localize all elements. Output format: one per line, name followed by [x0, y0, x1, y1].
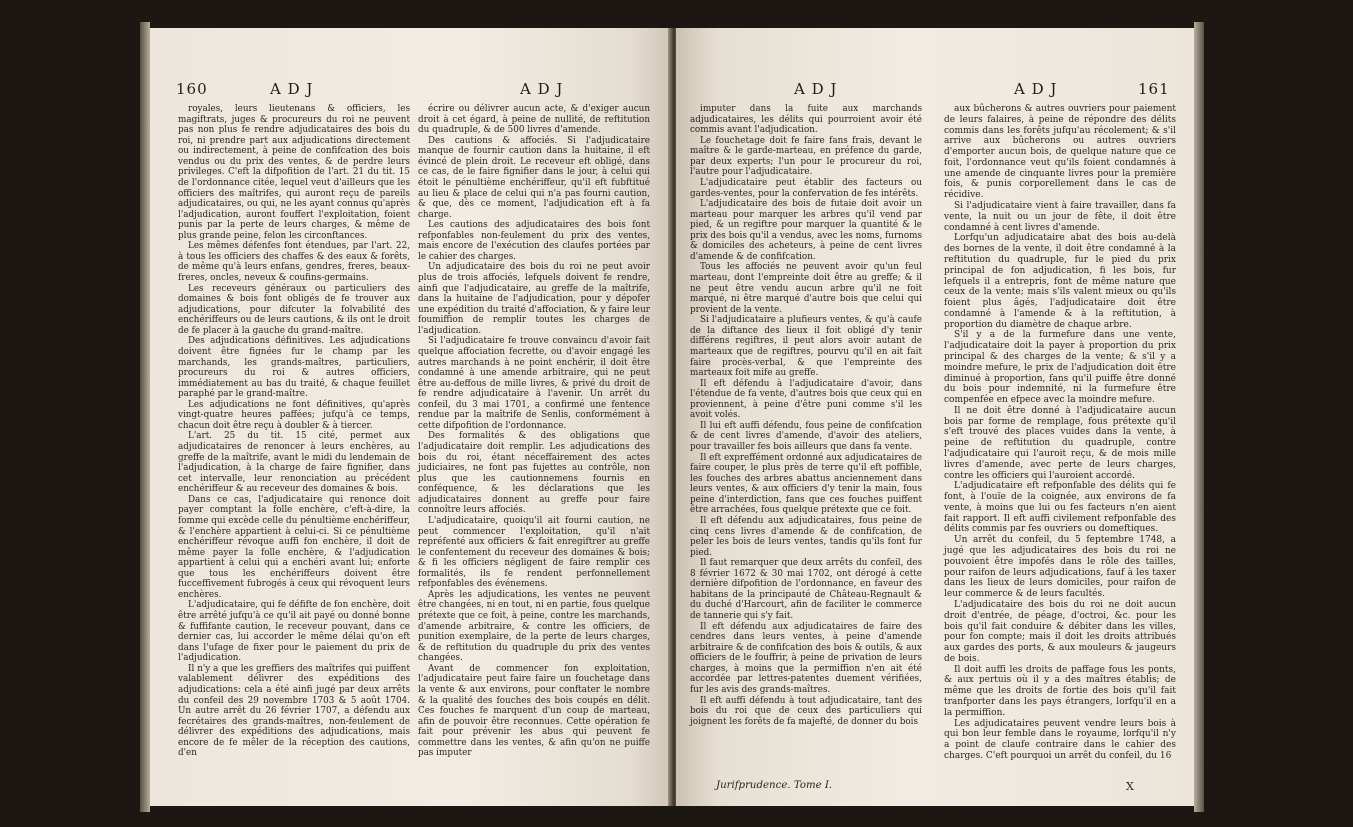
- page-number-right: 161: [1138, 80, 1170, 98]
- paragraph: Dans ce cas, l'adjudicataire qui renonce doit payer comptant la folle enchère, c'eft-à-dire, la fomme qui excède celle du pénultième enchériffeur, & l'enchère appartient à celui-ci. Si ce pénultième enchériffeur révoque auffi fon enchère, il doit de même payer la folle enchère, & l'adjudication appartient à celui qui a enchéri avant lui; enforte que tous les enchériffeurs doivent être fucceffivement fubrogés à ceux qui révoquent leurs enchères.: [178, 494, 410, 600]
- paragraph: Si l'adjudicataire fe trouve convaincu d'avoir fait quelque affociation fecrette, ou d'avoir engagé les autres marchands à ne point enchérir, il doit être condamné à une amende arbitraire, qui ne peut être au-deffous de mille livres, & privé du droit de fe rendre adjudicataire à l'avenir. Un arrêt du confeil, du 3 mai 1701, a confirmé une fentence rendue par la maîtrife de Senlis, conformément à cette difpofition de l'ordonnance.: [418, 336, 650, 431]
- paragraph: Il eft défendu aux adjudicataires de faire des cendres dans leurs ventes, à peine d'amende arbitraire & de confifcation des bois & outils, & aux officiers de le fouffrir, à peine de privation de leurs charges, à moins que la permiffion n'en ait été accordée par lettres-patentes duement vérifiées, fur les avis des grands-maîtres.: [690, 621, 923, 695]
- paragraph: Un arrêt du confeil, du 5 feptembre 1748, a jugé que les adjudicataires des bois du roi ne pouvoient être impofés dans le rôle des tailles, pour raifon de leurs adjudications, fauf à les taxer dans les lieux de leurs domiciles, pour raifon de leur commerce & de leurs facultés.: [944, 535, 1176, 600]
- paragraph: Il eft auffi défendu à tout adjudicataire, tant des bois du roi que de ceux des particuliers qui joignent les forêts de fa majefté, de donner du bois: [690, 695, 922, 727]
- paragraph: aux bûcherons & autres ouvriers pour paiement de leurs falaires, à peine de répondre des délits commis dans les forêts jufqu'au récolement; & s'il arrive aux bûcherons ou autres ouvriers d'emporter aucun bois, de quelque nature que ce foit, l'ordonnance veut qu'ils foient condamnés à une amende de cinquante livres pour la première fois, & punis corporellement dans le cas de récidive.: [944, 104, 1176, 201]
- paragraph: Lorfqu'un adjudicataire abat des bois au-delà des bornes de la vente, il doit être condamné à la reftitution du quadruple, fur le pied du prix principal de fon adjudication, fi les bois, fur lefquels il a entrepris, font de même nature que ceux de la vente; mais s'ils valent mieux ou qu'ils foient plus âgés, l'adjudicataire doit être condamné à l'amende & à la reftitution, à proportion du diamètre de chaque arbre.: [944, 233, 1176, 330]
- paragraph: Le fouchetage doit fe faire fans frais, devant le maître & le garde-marteau, en préfence du garde, par deux experts; l'un pour le procureur du roi, l'autre pour l'adjudicataire.: [690, 135, 922, 178]
- paragraph: Les adjudications ne font définitives, qu'après vingt-quatre heures paffées; jufqu'à ce temps, chacun doit être reçu à doubler & à tiercer.: [178, 399, 410, 431]
- paragraph: Avant de commencer fon exploitation, l'adjudicataire peut faire faire un fouchetage dans la vente & aux environs, pour conftater le nombre & la qualité des fouches des bois coupés en délit. Ces fouches fe marquent d'un coup de marteau, afin de pouvoir être reconnues. Cette opération fe fait pour prévenir les abus qui peuvent fe commettre dans les ventes, & afin qu'on ne puiffe pas imputer: [418, 663, 650, 759]
- running-head-right-2: A D J: [1014, 80, 1058, 98]
- paragraph: L'adjudicataire peut établir des facteurs ou gardes-ventes, pour la confervation de fes intérêts.: [690, 177, 922, 199]
- paragraph: L'adjudicataire eft refponfable des délits qui fe font, à l'ouïe de la coignée, aux environs de fa vente, à moins que lui ou fes facteurs n'en aient fait rapport. Il eft auffi civilement refponfable des délits commis par fes ouvriers ou domeftiques.: [944, 481, 1176, 535]
- left-page: [150, 28, 672, 806]
- paragraph: S'il y a de la furmefure dans une vente, l'adjudicataire doit la payer à proportion du prix principal & des charges de la vente; & s'il y a moindre mefure, le prix de l'adjudication doit être diminué à proportion, fans qu'il puiffe être donné du bois pour indemnité, ni la furmefure être compenfée en efpece avec la moindre mefure.: [944, 330, 1176, 406]
- paragraph: Il faut remarquer que deux arrêts du confeil, des 8 février 1672 & 30 mai 1702, ont dérogé à cette dernière difpofition de l'ordonnance, en faveur des habitans de la principauté de Château-Regnault & du duché d'Harcourt, afin de faciliter le commerce de tannerie qui s'y fait.: [690, 558, 922, 621]
- paragraph: Il eft expreffément ordonné aux adjudicataires de faire couper, le plus près de terre qu'il eft poffible, les fouches des arbres abattus anciennement dans leurs ventes, & aux officiers d'y tenir la main, fous peine d'interdiction, fans que ces fouches puiffent être arrachées, fous quelque prétexte que ce foit.: [690, 452, 922, 516]
- right-column-2: [944, 104, 1176, 762]
- paragraph: écrire ou délivrer aucun acte, & d'exiger aucun droit à cet égard, à peine de nullité, de reftitution du quadruple, & de 500 livres d'amende.: [418, 104, 650, 136]
- signature-mark: X: [1126, 780, 1134, 793]
- left-page-edge: [140, 22, 150, 812]
- paragraph: Si l'adjudicataire a plufieurs ventes, & qu'à caufe de la diftance des lieux il foit obligé d'y tenir différens regiftres, il peut alors avoir autant de marteaux que de regiftres, pourvu qu'il en ait fait faire procès-verbal, & que l'empreinte des marteaux foit mife au greffe.: [690, 315, 922, 379]
- paragraph: Des formalités & des obligations que l'adjudicataire doit remplir. Les adjudications des bois du roi, étant néceffairement des actes judiciaires, ne font pas fujettes au contrôle, non plus que les cautionnemens fournis en conféquence, & les déclarations que les adjudicataires donnent au greffe pour faire connoître leurs affociés.: [418, 431, 650, 516]
- paragraph: Il doit auffi les droits de paffage fous les ponts, & aux pertuis où il y a des maîtres établis; de même que les droits de fortie des bois qu'il fait tranfporter dans les pays étrangers, lorfqu'il en a la permiffion.: [944, 664, 1176, 718]
- paragraph: L'adjudicataire, quoiqu'il ait fourni caution, ne peut commencer l'exploitation, qu'il n'ait repréfenté aux officiers & fait enregiftrer au greffe le confentement du receveur des domaines & bois; & fi les officiers négligent de faire remplir ces formalités, ils fe rendent perfonnellement refponfables des événemens.: [418, 515, 650, 590]
- left-column-2: [418, 104, 650, 759]
- paragraph: Il eft défendu aux adjudicataires, fous peine de cinq cens livres d'amende & de confifcation, de peler les bois de leurs ventes, tandis qu'ils font fur pied.: [690, 515, 922, 558]
- running-head-left-2: A D J: [520, 80, 564, 98]
- paragraph: Il eft défendu à l'adjudicataire d'avoir, dans l'étendue de fa vente, d'autres bois que ceux qui en proviennent, à peine d'être puni comme s'il les avoit volés.: [690, 378, 922, 421]
- right-column-1: [690, 104, 922, 727]
- paragraph: L'adjudicataire, qui fe défifte de fon enchère, doit être arrêté jufqu'à ce qu'il ait payé ou donné bonne & fuffifante caution, le receveur pouvant, dans ce dernier cas, lui accorder le même délai qu'on eft dans l'ufage de fixer pour le paiement du prix de l'adjudication.: [178, 600, 411, 664]
- left-column-1: [178, 104, 410, 759]
- paragraph: L'adjudicataire des bois du roi ne doit aucun droit d'entrée, de péage, d'octroi, &c. pour les bois qu'il fait conduire & débiter dans les villes, pour fon compte; mais il doit les droits attribués aux gardes des ports, & aux mouleurs & jaugeurs de bois.: [944, 599, 1176, 664]
- running-head-right-1: A D J: [794, 80, 838, 98]
- paragraph: Les mêmes défenfes font étendues, par l'art. 22, à tous les officiers des chaffes & des eaux & forêts, de même qu'à leurs enfans, gendres, freres, beaux-freres, oncles, neveux & coufins-germains.: [178, 241, 410, 283]
- paragraph: Des cautions & affociés. Si l'adjudicataire manque de fournir caution dans la huitaine, il eft évincé de plein droit. Le receveur eft obligé, dans ce cas, de le faire fignifier dans le jour, à celui qui étoit le pénultième enchériffeur, qu'il eft fubftitué au lieu & place de celui qui n'a pas fourni caution, & que, dès ce moment, l'adjudication eft à fa charge.: [418, 135, 650, 220]
- paragraph: royales, leurs lieutenans & officiers, les magiftrats, juges & procureurs du roi ne peuvent pas non plus fe rendre adjudicataires des bois du roi, ni prendre part aux adjudications directement ou indirectement, à peine de confifcation des bois vendus ou du prix des ventes, & de perdre leurs privileges. C'eft la difpofition de l'art. 21 du tit. 15 de l'ordonnance citée, lequel veut d'ailleurs que les officiers des maîtrifes, qui auront reçu de pareils adjudicataires, ou qui, ne les ayant connus qu'après l'adjudication, auront fouffert l'exploitation, foient punis par la perte de leurs charges, & même de plus grande peine, felon les circonftances.: [178, 104, 410, 241]
- paragraph: Il lui eft auffi défendu, fous peine de confifcation & de cent livres d'amende, d'avoir des ateliers, pour travailler fes bois ailleurs que dans fa vente.: [690, 420, 922, 452]
- paragraph: imputer dans la fuite aux marchands adjudicataires, les délits qui pourroient avoir été commis avant l'adjudication.: [690, 104, 922, 136]
- paragraph: L'adjudicataire des bois de futaie doit avoir un marteau pour marquer les arbres qu'il vend par pied, & un regiftre pour marquer la quantité & le prix des bois qu'il a vendus, avec les noms, furnoms & domiciles des acheteurs, à peine de cent livres d'amende & de confifcation.: [690, 199, 922, 262]
- paragraph: Il ne doit être donné à l'adjudicataire aucun bois par forme de remplage, fous prétexte qu'il s'eft trouvé des places vuides dans la vente, à peine de reftitution du quadruple, contre l'adjudicataire qui l'auroit reçu, & de mois mille livres d'amende, avec perte de leurs charges, contre les officiers qui l'auroient accordé.: [944, 405, 1176, 481]
- paragraph: Les receveurs généraux ou particuliers des domaines & bois font obligés de fe trouver aux adjudications, pour difcuter la folvabilité des enchériffeurs ou de leurs cautions, & ils ont le droit de fe placer à la gauche du grand-maître.: [178, 283, 410, 336]
- paragraph: Après les adjudications, les ventes ne peuvent être changées, ni en tout, ni en partie, fous quelque prétexte que ce foit, à peine, contre les marchands, d'amende arbitraire, & contre les officiers, de punition exemplaire, de la perte de leurs charges, & de reftitution du quadruple du prix des ventes changées.: [418, 589, 650, 664]
- paragraph: Des adjudications définitives. Les adjudications doivent être fignées fur le champ par les marchands, les grands-maîtres, particuliers, procureurs du roi & autres officiers, immédiatement au bas du traité, & chaque feuillet paraphé par le grand-maître.: [178, 336, 410, 400]
- paragraph: Il n'y a que les greffiers des maîtrifes qui puiffent valablement délivrer des expéditions des adjudications: cela a été ainfi jugé par deux arrêts du confeil des 29 novembre 1703 & 5 août 1704. Un autre arrêt du 26 février 1707, a défendu aux fecrétaires des grands-maîtres, non-feulement de délivrer des expéditions des adjudications, mais encore de fe mêler de la réception des cautions, d'en: [178, 663, 410, 759]
- running-head-left-1: A D J: [270, 80, 314, 98]
- right-page: [676, 28, 1194, 806]
- page-footer: Jurifprudence. Tome I.: [716, 780, 833, 791]
- paragraph: Tous les affociés ne peuvent avoir qu'un feul marteau, dont l'empreinte doit être au greffe; & il ne peut être vendu aucun arbre qu'il ne foit marqué, ni être marqué d'autre bois que celui qui provient de la vente.: [690, 262, 922, 315]
- right-page-edge: [1194, 22, 1204, 812]
- page-number-left: 160: [176, 80, 208, 98]
- paragraph: Si l'adjudicataire vient à faire travailler, dans fa vente, la nuit ou un jour de fête, il doit être condamné à cent livres d'amende.: [944, 201, 1176, 233]
- paragraph: L'art. 25 du tit. 15 cité, permet aux adjudicataires de renoncer à leurs enchères, au greffe de la maîtrife, avant le midi du lendemain de l'adjudication, à la charge de faire fignifier, dans cet intervalle, leur renonciation au précédent enchériffeur & au receveur des domaines & bois.: [178, 431, 410, 495]
- paragraph: Les cautions des adjudicataires des bois font refponfables non-feulement du prix des ventes, mais encore de l'exécution des claufes portées par le cahier des charges.: [418, 220, 650, 262]
- paragraph: Les adjudicataires peuvent vendre leurs bois à qui bon leur femble dans le royaume, lorfqu'il n'y a point de claufe contraire dans le cahier des charges. C'eft pourquoi un arrêt du confeil, du 16: [944, 718, 1176, 761]
- paragraph: Un adjudicataire des bois du roi ne peut avoir plus de trois affociés, lefquels doivent fe rendre, ainfi que l'adjudicataire, au greffe de la maîtrife, dans la huitaine de l'adjudication, pour y dépofer une expédition du traité d'affociation, & y faire leur foumiffion de remplir toutes les charges de l'adjudication.: [418, 262, 650, 336]
